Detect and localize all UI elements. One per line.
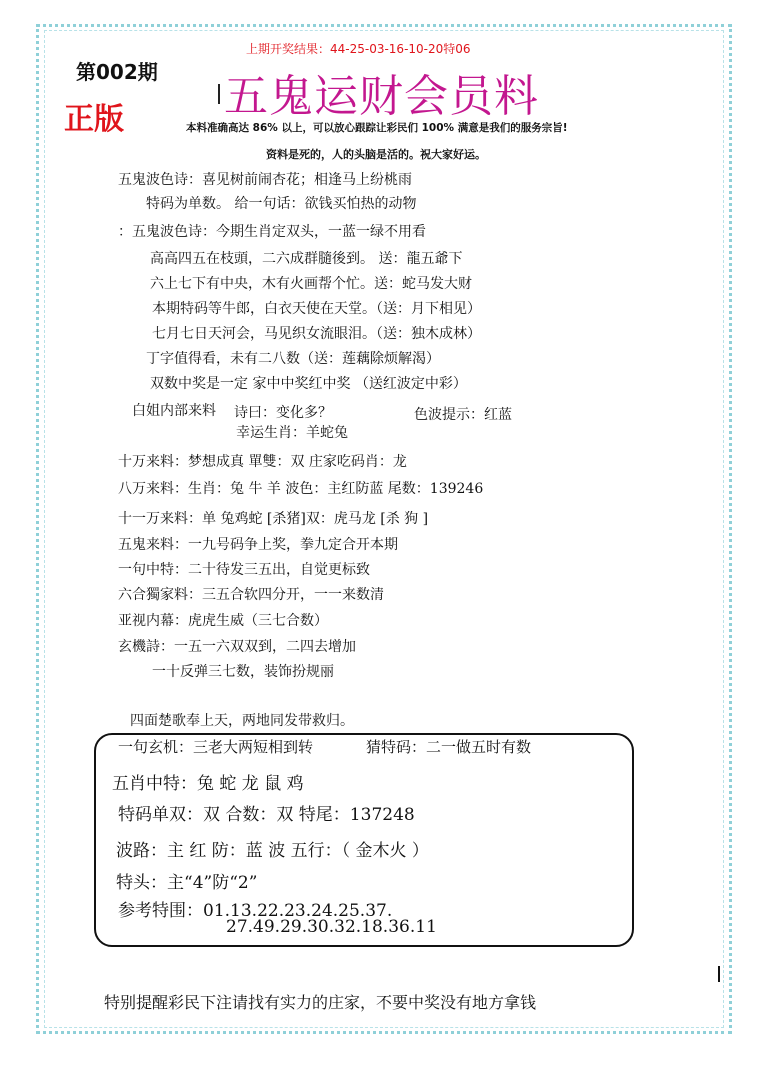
text-line: 丁字值得看，未有二八数（送：莲藕除烦解渴） [146,351,440,367]
text-line: 六合獨家料：三五合软四分开，一一来数清 [118,587,384,603]
text-line: 双数中奖是一定 家中中奖红中奖 （送红波定中彩） [150,376,467,392]
text-line: 本期特码等牛郎，白衣天使在天堂。（送：月下相见） [152,301,481,317]
text-line: 十一万来料：单 兔鸡蛇 [杀猪]双：虎马龙 [杀 狗 ] [118,511,429,527]
box-line: 特头：主“4”防“2” [116,873,258,893]
box-line: 五肖中特：兔 蛇 龙 鼠 鸡 [112,774,304,794]
text-line: 七月七日天河会，马见织女流眼泪。（送：独木成林） [152,326,481,342]
motto: 资料是死的，人的头脑是活的。祝大家好运。 [266,148,486,161]
text-line: 玄機詩：一五一六双双到，二四去增加 [118,639,356,655]
text-line: 八万来料：生肖：兔 牛 羊 波色：主红防蓝 尾数：139246 [118,481,484,497]
text-line: ：五鬼波色诗：今期生肖定双头，一蓝一绿不用看 [118,224,426,240]
text-line: 五鬼来料：一九号码争上奖，拳九定合开本期 [118,537,398,553]
text-line: 十万来料：梦想成真 單雙：双 庄家吃码肖：龙 [118,454,407,470]
text-line: 六上七下有中央，木有火画帮个忙。送：蛇马发大财 [150,276,472,292]
text-line: 一十反弹三七数，装饰扮规丽 [152,664,334,680]
box-line: 波路：主 红 防：蓝 波 五行：（ 金木火 ） [116,841,429,861]
text-line: 诗曰：变化多？ [234,405,332,421]
text-line: 幸运生肖：羊蛇兔 [236,425,348,441]
title-bar-mark [218,84,220,104]
text-line: 高高四五在枝頭，二六成群膸後到。 送：龍五爺下 [150,251,463,267]
page-title: 五鬼运财会员料 [224,71,539,122]
box-line: 27.49.29.30.32.18.36.11 [226,917,437,937]
box-line: 一句玄机：三老大两短相到转 [118,738,314,756]
text-line: 五鬼波色诗：喜见树前闹杏花；相逢马上纷桃雨 [118,172,412,188]
footer-note: 特别提醒彩民下注请找有实力的庄家，不要中奖没有地方拿钱 [104,993,537,1012]
genuine-badge: 正版 [64,102,124,137]
text-line: 色波提示：红蓝 [414,407,512,423]
text-line: 一句中特：二十待发三五出，自觉更标致 [118,562,370,578]
issue-number: 第002期 [76,60,158,84]
box-line: 猜特码：二一做五时有数 [366,738,532,756]
box-line: 参考特围：01.13.22.23.24.25.37. [118,901,393,921]
text-line: 四面楚歌奉上天，两地同发带救归。 [130,713,354,729]
last-draw-result: 上期开奖结果：44-25-03-16-10-20特06 [246,42,471,56]
text-line: 亚视内幕：虎虎生威（三七合数） [118,613,328,629]
box-line: 特码单双：双 合数：双 特尾：137248 [118,805,415,825]
accuracy-claim: 本料准确高达 86% 以上，可以放心跟踪让彩民们 100% 满意是我们的服务宗旨! [186,122,568,134]
text-line: 白姐内部来料 [132,403,216,419]
corner-tick-mark [718,966,720,982]
text-line: 特码为单数。 给一句话：欲钱买怕热的动物 [146,196,417,212]
